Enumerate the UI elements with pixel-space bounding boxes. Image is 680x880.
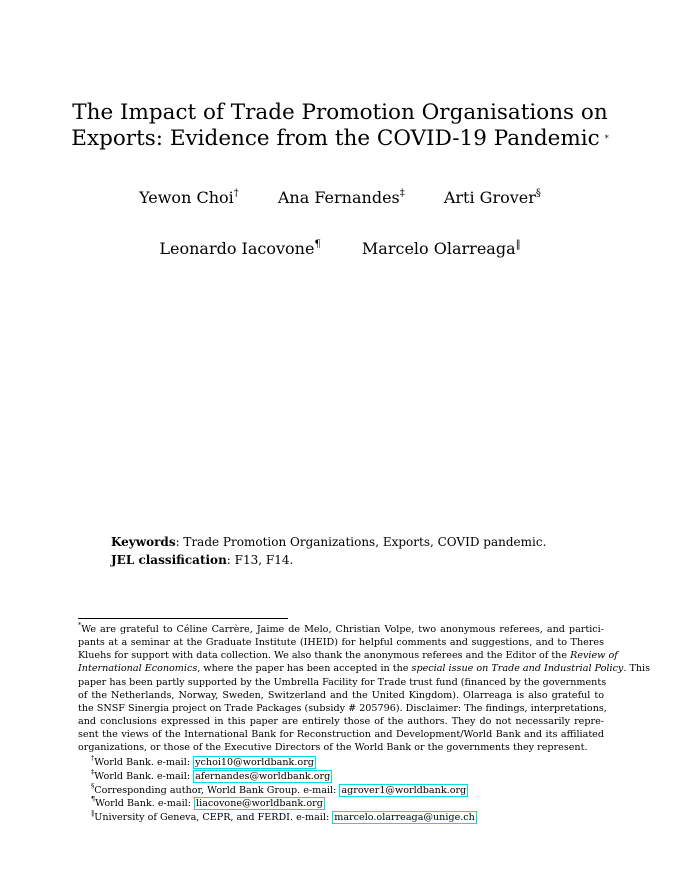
journal-name: International Economics [78,663,198,675]
author-name: Marcelo Olarreaga [361,239,516,258]
author-grover [444,188,541,207]
footnote-marker: ¶ [91,795,96,803]
footnote-text: , where the paper has been accepted in the [197,663,409,675]
jel-classification [111,553,293,567]
footnote-text: We are grateful to Céline Carrère, Jaime de Melo, Christian Volpe, two anonymous referees, and partici- [81,624,604,636]
jel-label: JEL classification [111,553,227,567]
author-iacovone [159,239,320,258]
author-row-2 [0,239,680,258]
journal-name: Review of [570,650,618,662]
footnote-rule [78,618,288,619]
footnote-text: World Bank. e-mail: [94,757,194,769]
author-footnote-marker[interactable]: † [233,187,239,199]
footnote-line: organizations, or those of the Executive Directors of the World Bank or the governments they represent. [78,742,588,754]
email-link[interactable]: liacovone@worldbank.org [196,798,323,810]
footnote-marker: ‡ [91,768,95,776]
footnote-line [78,649,618,662]
footnote-text: Kluehs for support with data collection. We also thank the anonymous referees and the Editor of the [78,650,568,662]
acknowledgement-footnote [78,620,651,754]
author-choi [139,188,239,207]
author-footnote-marker[interactable]: § [535,187,541,199]
footnote-line: of the Netherlands, Norway, Sweden, Switzerland and the United Kingdom). Olarreaga is also grateful to [78,689,604,701]
footnote-text: World Bank. e-mail: [95,798,194,810]
footnote-line: paper has been partly supported by the Umbrella Facility for Trade trust fund (financed by the governments [78,676,607,688]
footnote-line [78,662,651,675]
author-fernandes [278,188,405,207]
special-issue-name: special issue on Trade and Industrial Policy [411,663,624,675]
author-name: Ana Fernandes [277,188,400,207]
footnote-marker: † [91,754,95,762]
footnote-line: pants at a seminar at the Graduate Institute (IHEID) for helpful comments and suggestions, and to Theres [78,637,604,649]
footnote-line: and conclusions expressed in this paper are entirely those of the authors. They do not necessarily repre- [78,715,604,727]
author-footnote-marker[interactable]: ‡ [399,187,405,199]
keywords [111,535,546,549]
footnote-marker: ‖ [91,809,95,817]
title-line-2 [60,126,620,156]
author-footnote-marker[interactable]: ¶ [314,238,321,250]
title-line-2-text: Exports: Evidence from the COVID-19 Pandemic [71,126,600,151]
keywords-text: : Trade Promotion Organizations, Exports, COVID pandemic. [175,535,547,549]
jel-text: : F13, F14. [226,553,294,567]
email-link[interactable]: marcelo.olarreaga@unige.ch [334,812,475,824]
title-line-1: The Impact of Trade Promotion Organisations on [72,100,608,125]
keywords-label: Keywords [111,535,176,549]
footnote-text: University of Geneva, CEPR, and FERDI. e-mail: [94,812,333,824]
email-link[interactable]: agrover1@worldbank.org [341,785,467,797]
author-row-1 [0,188,680,207]
footnote-line: sent the views of the International Bank for Reconstruction and Development/World Bank and its affiliated [78,728,604,740]
footnote-olarreaga [91,808,477,824]
footnote-line: the SNSF Sinergia project on Trade Packages (subsidy # 205796). Disclaimer: The findings, interpretations, [78,702,607,714]
author-footnote-marker[interactable]: ‖ [515,238,521,250]
footnote-text: World Bank. e-mail: [94,771,194,783]
title-footnote-marker[interactable]: * [604,134,609,143]
author-name: Arti Grover [443,188,536,207]
footnote-text: . This [623,663,651,675]
email-link[interactable]: afernandes@worldbank.org [195,771,331,783]
email-link[interactable]: ychoi10@worldbank.org [195,757,314,769]
author-name: Yewon Choi [139,188,234,207]
footnote-line [78,620,604,636]
author-name: Leonardo Iacovone [159,239,315,258]
paper-title [60,100,620,156]
footnote-text: Corresponding author, World Bank Group. e-mail: [94,785,340,797]
footnote-marker: § [91,782,95,790]
footnote-marker: * [78,621,82,629]
author-olarreaga [362,239,521,258]
